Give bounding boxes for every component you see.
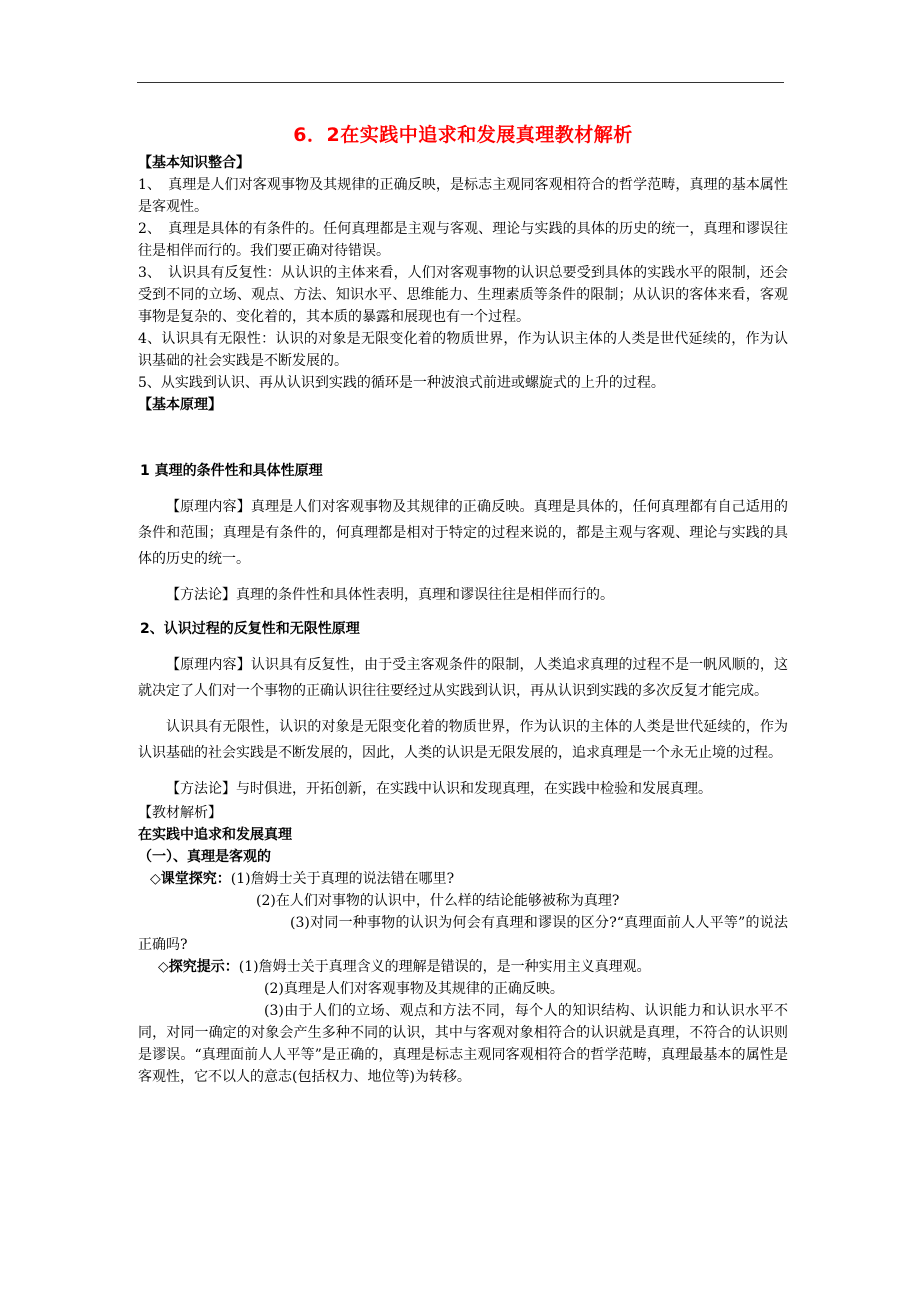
hint-answer-2: (2)真理是人们对客观事物及其规律的正确反映。 bbox=[264, 981, 564, 997]
section-textbook-analysis bbox=[138, 802, 788, 1088]
section-heading: 【基本知识整合】 bbox=[138, 155, 250, 171]
hint-answer-3: (3)由于人们的立场、观点和方法不同，每个人的知识结构、认识能力和认识水平不同，对同一确定的对象会产生多种不同的认识，其中与客观对象相符合的认识就是真理，不符合的认识则是谬误。“真理面前人人平等”是正确的，真理是标志主观同客观相符合的哲学范畴，真理最基本的属性是客观性，它不以人的意志(包括权力、地位等)为转移。 bbox=[138, 1003, 788, 1085]
knowledge-item-1: 1、 真理是人们对客观事物及其规律的正确反映，是标志主观同客观相符合的哲学范畴，真理的基本属性是客观性。 bbox=[138, 177, 788, 215]
hint-answer-1: (1)詹姆士关于真理含义的理解是错误的，是一种实用主义真理观。 bbox=[238, 959, 651, 975]
principle-heading: 1 真理的条件性和具体性原理 bbox=[140, 463, 323, 479]
hints-label: ◇探究提示： bbox=[158, 959, 239, 975]
principle-content-2: 认识具有无限性，认识的对象是无限变化着的物质世界，作为认识的主体的人类是世代延续的，作为认识基础的社会实践是不断发展的，因此，人类的认识是无限发展的，追求真理是一个永无止境的过程。 bbox=[138, 719, 788, 761]
inquiry-question-1: (1)詹姆士关于真理的说法错在哪里? bbox=[230, 871, 455, 887]
section-basic-principles bbox=[138, 394, 788, 802]
principle-content: 【原理内容】真理是人们对客观事物及其规律的正确反映。真理是具体的，任何真理都有自己适用的条件和范围；真理是有条件的，何真理都是相对于特定的过程来说的，都是主观与客观、理论与实践的具体的历史的统一。 bbox=[138, 499, 788, 567]
document-page bbox=[138, 120, 788, 1088]
knowledge-item-3: 3、 认识具有反复性：从认识的主体来看，人们对客观事物的认识总要受到具体的实践水平的限制，还会受到不同的立场、观点、方法、知识水平、思维能力、生理素质等条件的限制；从认识的客体来看，客观事物是复杂的、变化着的，其本质的暴露和展现也有一个过程。 bbox=[138, 265, 788, 325]
principle-heading: 2、认识过程的反复性和无限性原理 bbox=[140, 621, 360, 637]
hints-block bbox=[138, 956, 788, 1088]
principle-content: 【原理内容】认识具有反复性，由于受主客观条件的限制，人类追求真理的过程不是一帆风顺的，这就决定了人们对一个事物的正确认识往往要经过从实践到认识，再从认识到实践的多次反复才能完成。 bbox=[138, 657, 788, 699]
document-title: 6．2在实践中追求和发展真理教材解析 bbox=[293, 124, 633, 146]
section-heading: 【教材解析】 bbox=[138, 805, 222, 821]
principle-1 bbox=[138, 460, 788, 608]
principle-methodology: 【方法论】真理的条件性和具体性表明，真理和谬误往往是相伴而行的。 bbox=[166, 587, 614, 603]
inquiry-block bbox=[138, 868, 788, 956]
section-basic-knowledge bbox=[138, 152, 788, 394]
inquiry-label: ◇课堂探究： bbox=[150, 871, 231, 887]
inquiry-row bbox=[138, 868, 788, 890]
inquiry-question-2: (2)在人们对事物的认识中，什么样的结论能够被称为真理? bbox=[256, 893, 620, 909]
knowledge-item-4: 4、认识具有无限性：认识的对象是无限变化着的物质世界，作为认识主体的人类是世代延续的，作为认识基础的社会实践是不断发展的。 bbox=[138, 331, 788, 369]
section-subtitle: 在实践中追求和发展真理 bbox=[138, 827, 292, 843]
principle-2 bbox=[138, 618, 788, 802]
principle-methodology: 【方法论】与时俱进，开拓创新，在实践中认识和发现真理，在实践中检验和发展真理。 bbox=[166, 781, 712, 797]
knowledge-item-2: 2、 真理是具体的有条件的。任何真理都是主观与客观、理论与实践的具体的历史的统一，真理和谬误往往是相伴而行的。我们要正确对待错误。 bbox=[138, 221, 788, 259]
part-heading: （一）、真理是客观的 bbox=[138, 849, 271, 865]
inquiry-question-3: (3)对同一种事物的认识为何会有真理和谬误的区分?“真理面前人人平等”的说法正确吗? bbox=[138, 915, 788, 953]
section-heading: 【基本原理】 bbox=[138, 397, 222, 413]
header-rule bbox=[137, 82, 784, 83]
knowledge-item-5: 5、从实践到认识、再从认识到实践的循环是一种波浪式前进或螺旋式的上升的过程。 bbox=[138, 375, 665, 391]
spacer bbox=[138, 416, 788, 460]
hints-row bbox=[138, 956, 788, 978]
